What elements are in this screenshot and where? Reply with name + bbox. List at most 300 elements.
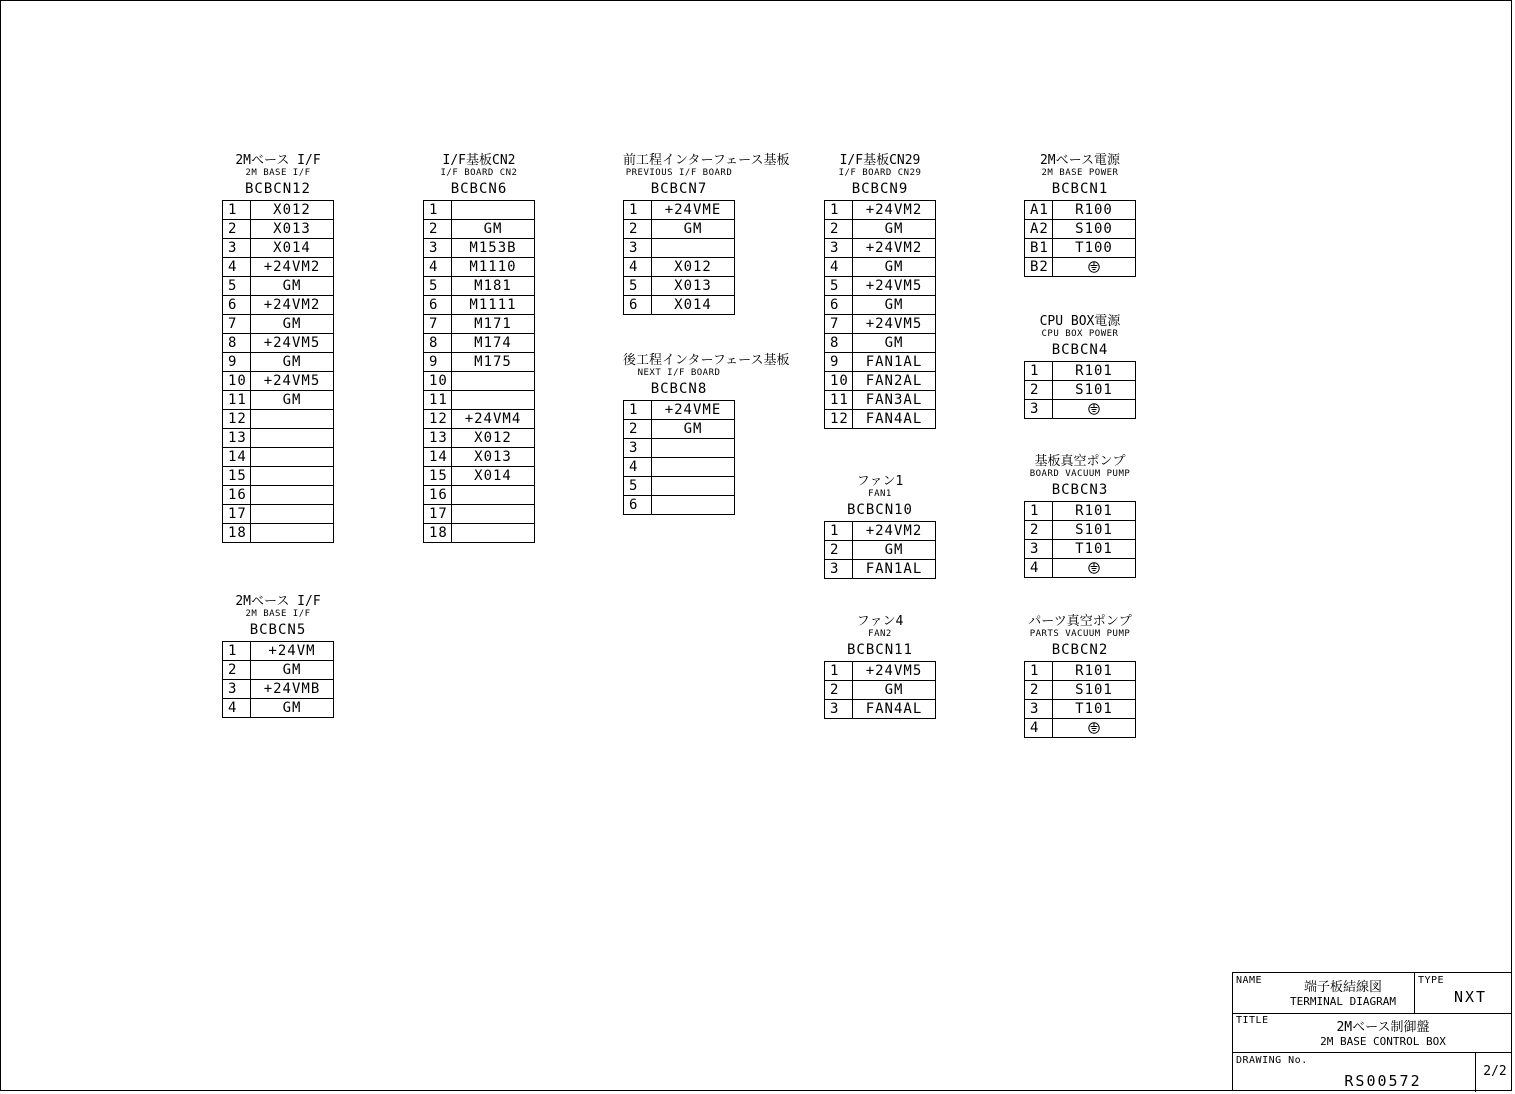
pin-signal [251,429,334,448]
pin-number: 3 [223,680,251,699]
pin-number: 7 [223,315,251,334]
pin-number: 4 [1025,719,1053,738]
ground-icon [1088,562,1100,574]
ground-icon [1088,403,1100,415]
pin-signal: GM [853,296,936,315]
drawing-number: RS00572 [1344,1072,1422,1090]
pin-number: 2 [1025,681,1053,700]
connector-bcbcn5 [222,595,334,718]
pin-number: 3 [624,239,652,258]
pin-row [825,681,936,700]
pin-number: 2 [624,420,652,439]
pin-row [1025,662,1136,681]
name-en: TERMINAL DIAGRAM [1290,995,1396,1008]
pin-row [424,372,535,391]
pin-number: 9 [825,353,853,372]
pin-row [1025,719,1136,738]
pin-row [424,486,535,505]
pin-number: 3 [825,560,853,579]
pin-signal: M174 [452,334,535,353]
connector-title-en: PREVIOUS I/F BOARD [625,168,733,178]
pin-row [1025,502,1136,521]
pin-number: 16 [424,486,452,505]
connector-bcbcn11 [824,615,936,719]
pin-signal: GM [251,353,334,372]
pin-row [223,353,334,372]
pin-signal-ground [1053,258,1136,277]
pin-row [825,700,936,719]
pin-signal: +24VMB [251,680,334,699]
pin-row [223,680,334,699]
pin-number: B1 [1025,239,1053,258]
pin-row [1025,559,1136,578]
pin-signal: GM [853,220,936,239]
pin-table [824,200,936,429]
pin-signal [652,239,735,258]
pin-row [1025,521,1136,540]
connector-bcbcn12 [222,154,334,543]
pin-number: 13 [424,429,452,448]
pin-number: 14 [424,448,452,467]
connector-title-en: PARTS VACUUM PUMP [1029,629,1131,639]
pin-row [624,496,735,515]
pin-signal: GM [251,277,334,296]
pin-number: B2 [1025,258,1053,277]
connector-code: BCBCN4 [1051,342,1109,358]
connector-title-en: FAN1 [868,489,892,499]
connector-code: BCBCN10 [846,502,913,518]
name-ja: 端子板結線図 [1303,980,1382,995]
pin-signal: GM [853,334,936,353]
pin-number: 1 [825,201,853,220]
pin-signal [652,439,735,458]
pin-number: 1 [424,201,452,220]
pin-row [624,258,735,277]
pin-number: 3 [223,239,251,258]
pin-number: 18 [424,524,452,543]
pin-number: 2 [1025,381,1053,400]
connector-title-ja: I/F基板CN2 [442,153,516,168]
pin-number: 5 [624,477,652,496]
pin-row [1025,362,1136,381]
pin-row [223,296,334,315]
pin-signal: +24VM5 [251,372,334,391]
pin-number: 6 [223,296,251,315]
connector-title-en: I/F BOARD CN29 [838,168,922,178]
pin-row [223,201,334,220]
pin-row [223,334,334,353]
pin-row [223,467,334,486]
pin-signal [452,391,535,410]
pin-signal [251,505,334,524]
connector-title-ja: 前工程インターフェース基板 [623,153,790,168]
pin-number: 15 [223,467,251,486]
pin-row [825,353,936,372]
pin-row [223,220,334,239]
pin-number: 18 [223,524,251,543]
pin-row [424,353,535,372]
connector-title-ja: 2Mベース I/F [235,594,321,609]
pin-table [623,200,735,315]
pin-signal: +24VM2 [853,239,936,258]
pin-signal: FAN1AL [853,560,936,579]
pin-signal [251,410,334,429]
pin-row [825,372,936,391]
pin-signal [452,524,535,543]
pin-row [424,410,535,429]
pin-number: 1 [223,642,251,661]
connector-bcbcn8 [623,353,790,515]
pin-signal: X014 [251,239,334,258]
connector-title-en: I/F BOARD CN2 [440,168,518,178]
pin-row [424,201,535,220]
pin-row [825,315,936,334]
pin-signal: M171 [452,315,535,334]
pin-number: 3 [1025,540,1053,559]
pin-number: 3 [825,700,853,719]
pin-number: 1 [825,662,853,681]
pin-signal: X012 [452,429,535,448]
connector-title-ja: ファン1 [856,474,904,489]
pin-signal: FAN3AL [853,391,936,410]
pin-signal: M175 [452,353,535,372]
pin-signal: S100 [1053,220,1136,239]
pin-row [223,699,334,718]
title-block [1232,972,1512,1091]
connector-title-en: CPU BOX POWER [1041,329,1119,339]
sheet-divider [1475,1052,1476,1092]
pin-signal: T100 [1053,239,1136,258]
connector-code: BCBCN2 [1051,642,1109,658]
connector-title-en: BOARD VACUUM PUMP [1029,469,1131,479]
connector-title-ja: 2Mベース電源 [1039,153,1120,168]
pin-signal: X013 [251,220,334,239]
connector-bcbcn9 [824,154,936,429]
pin-number: 4 [624,258,652,277]
pin-signal: GM [251,699,334,718]
pin-number: 3 [624,439,652,458]
pin-row [424,505,535,524]
pin-number: 16 [223,486,251,505]
title-en: 2M BASE CONTROL BOX [1320,1035,1446,1048]
connector-title-en: FAN2 [868,629,892,639]
pin-row [825,296,936,315]
pin-number: A1 [1025,201,1053,220]
pin-row [223,486,334,505]
pin-number: 1 [1025,362,1053,381]
pin-signal: R101 [1053,362,1136,381]
pin-number: 4 [223,699,251,718]
connector-code: BCBCN12 [244,181,311,197]
connector-title-ja: 基板真空ポンプ [1034,454,1126,469]
pin-number: 1 [624,201,652,220]
pin-number: 2 [825,541,853,560]
type-label: TYPE [1418,975,1445,986]
pin-row [1025,239,1136,258]
pin-row [223,429,334,448]
pin-signal: +24VM5 [853,315,936,334]
pin-signal: GM [652,420,735,439]
title-ja: 2Mベース制御盤 [1336,1020,1430,1035]
pin-number: 5 [424,277,452,296]
pin-signal: +24VM5 [853,662,936,681]
pin-table [222,641,334,718]
pin-signal [251,467,334,486]
connector-title-ja: I/F基板CN29 [839,153,921,168]
pin-number: 17 [223,505,251,524]
pin-number: 9 [424,353,452,372]
pin-row [825,410,936,429]
pin-row [825,522,936,541]
pin-row [825,662,936,681]
pin-number: 3 [1025,400,1053,419]
pin-signal [652,458,735,477]
pin-row [624,458,735,477]
pin-signal [452,201,535,220]
pin-signal: FAN2AL [853,372,936,391]
pin-signal: +24VM2 [853,522,936,541]
connector-bcbcn3 [1024,455,1136,578]
pin-table [1024,361,1136,419]
connector-code: BCBCN11 [846,642,913,658]
pin-number: 8 [223,334,251,353]
connector-code: BCBCN9 [851,181,909,197]
pin-row [223,642,334,661]
pin-row [424,296,535,315]
pin-row [223,524,334,543]
pin-number: 10 [825,372,853,391]
pin-number: 4 [424,258,452,277]
pin-signal [251,524,334,543]
pin-signal: GM [251,391,334,410]
pin-signal: T101 [1053,700,1136,719]
pin-signal: GM [251,661,334,680]
pin-number: 6 [624,496,652,515]
connector-title-ja: パーツ真空ポンプ [1028,614,1132,629]
pin-signal [452,505,535,524]
pin-number: 2 [223,220,251,239]
pin-number: 10 [424,372,452,391]
connector-title-en: 2M BASE I/F [245,609,311,619]
pin-signal: +24VM5 [251,334,334,353]
pin-signal [251,486,334,505]
pin-signal-ground [1053,559,1136,578]
pin-signal: GM [452,220,535,239]
pin-number: 6 [424,296,452,315]
pin-number: 15 [424,467,452,486]
pin-number: 4 [825,258,853,277]
pin-signal: M153B [452,239,535,258]
connector-bcbcn1 [1024,154,1136,277]
pin-signal [452,486,535,505]
pin-row [825,239,936,258]
pin-row [624,239,735,258]
sheet-number: 2/2 [1483,1064,1507,1079]
pin-row [424,315,535,334]
pin-row [223,505,334,524]
pin-row [624,401,735,420]
pin-signal: R101 [1053,502,1136,521]
pin-signal: M181 [452,277,535,296]
pin-row [1025,381,1136,400]
pin-table [1024,200,1136,277]
pin-signal: +24VM2 [251,258,334,277]
pin-number: 13 [223,429,251,448]
connector-code: BCBCN5 [249,622,307,638]
pin-signal: R100 [1053,201,1136,220]
pin-signal: X012 [652,258,735,277]
pin-number: 1 [1025,662,1053,681]
pin-number: 11 [223,391,251,410]
name-label: NAME [1236,975,1263,986]
pin-row [825,560,936,579]
pin-row [1025,700,1136,719]
pin-number: 2 [624,220,652,239]
pin-row [424,220,535,239]
pin-table [1024,661,1136,738]
pin-row [825,258,936,277]
pin-row [1025,681,1136,700]
pin-signal: FAN1AL [853,353,936,372]
pin-row [1025,540,1136,559]
pin-number: 4 [1025,559,1053,578]
connector-code: BCBCN6 [450,181,508,197]
title-block-title-row [1233,1013,1512,1053]
connector-title-en: NEXT I/F BOARD [637,368,721,378]
pin-row [825,541,936,560]
connector-title-ja: CPU BOX電源 [1039,314,1121,329]
pin-row [1025,400,1136,419]
pin-number: 11 [825,391,853,410]
pin-number: 9 [223,353,251,372]
pin-number: 14 [223,448,251,467]
pin-signal [251,448,334,467]
pin-signal: S101 [1053,381,1136,400]
pin-signal: +24VM4 [452,410,535,429]
pin-row [424,239,535,258]
pin-row [624,296,735,315]
pin-table [222,200,334,543]
pin-row [223,661,334,680]
pin-number: 10 [223,372,251,391]
connector-bcbcn6 [423,154,535,543]
pin-row [624,477,735,496]
ground-icon [1088,261,1100,273]
connector-title-ja: ファン4 [856,614,904,629]
pin-row [424,429,535,448]
pin-signal: GM [853,681,936,700]
pin-signal: X012 [251,201,334,220]
connector-bcbcn7 [623,153,790,315]
pin-number: 12 [825,410,853,429]
connector-code: BCBCN3 [1051,482,1109,498]
pin-row [424,391,535,410]
pin-number: 3 [424,239,452,258]
pin-number: 2 [1025,521,1053,540]
pin-table [1024,501,1136,578]
connector-title-ja: 後工程インターフェース基板 [623,353,790,368]
pin-row [624,277,735,296]
pin-signal [652,477,735,496]
pin-signal: FAN4AL [853,410,936,429]
pin-row [223,239,334,258]
pin-number: 11 [424,391,452,410]
pin-row [424,258,535,277]
title-label: TITLE [1236,1015,1269,1026]
pin-signal: GM [251,315,334,334]
pin-number: A2 [1025,220,1053,239]
connector-bcbcn2 [1024,615,1136,738]
pin-signal: S101 [1053,681,1136,700]
pin-table [623,400,735,515]
pin-signal: GM [853,541,936,560]
pin-number: 5 [624,277,652,296]
pin-number: 7 [825,315,853,334]
pin-signal: X013 [452,448,535,467]
title-block-drawing-row [1233,1052,1512,1092]
pin-row [624,439,735,458]
connector-title-en: 2M BASE POWER [1041,168,1119,178]
pin-row [825,220,936,239]
pin-number: 3 [1025,700,1053,719]
drawing-label: DRAWING No. [1236,1055,1308,1066]
pin-signal: GM [853,258,936,277]
pin-signal: X014 [652,296,735,315]
pin-signal-ground [1053,400,1136,419]
pin-number: 7 [424,315,452,334]
pin-signal: R101 [1053,662,1136,681]
pin-number: 6 [624,296,652,315]
pin-row [424,467,535,486]
type-divider [1414,973,1415,1013]
pin-number: 8 [424,334,452,353]
pin-row [624,420,735,439]
pin-row [1025,258,1136,277]
pin-row [825,277,936,296]
pin-signal: FAN4AL [853,700,936,719]
pin-number: 3 [825,239,853,258]
pin-row [424,448,535,467]
pin-signal: M1110 [452,258,535,277]
pin-number: 5 [825,277,853,296]
pin-row [223,277,334,296]
connector-title-ja: 2Mベース I/F [235,153,321,168]
pin-table [423,200,535,543]
connector-title-en: 2M BASE I/F [245,168,311,178]
pin-row [223,448,334,467]
pin-number: 17 [424,505,452,524]
pin-signal: +24VME [652,401,735,420]
pin-number: 1 [223,201,251,220]
pin-number: 2 [825,220,853,239]
pin-number: 12 [223,410,251,429]
connector-code: BCBCN1 [1051,181,1109,197]
pin-number: 2 [424,220,452,239]
type-value: NXT [1453,988,1488,1006]
pin-row [1025,201,1136,220]
pin-number: 6 [825,296,853,315]
pin-number: 1 [1025,502,1053,521]
pin-row [825,391,936,410]
connector-bcbcn10 [824,475,936,579]
pin-row [223,391,334,410]
pin-row [825,201,936,220]
pin-table [824,661,936,719]
pin-row [624,220,735,239]
pin-signal: X014 [452,467,535,486]
pin-number: 2 [223,661,251,680]
pin-row [624,201,735,220]
